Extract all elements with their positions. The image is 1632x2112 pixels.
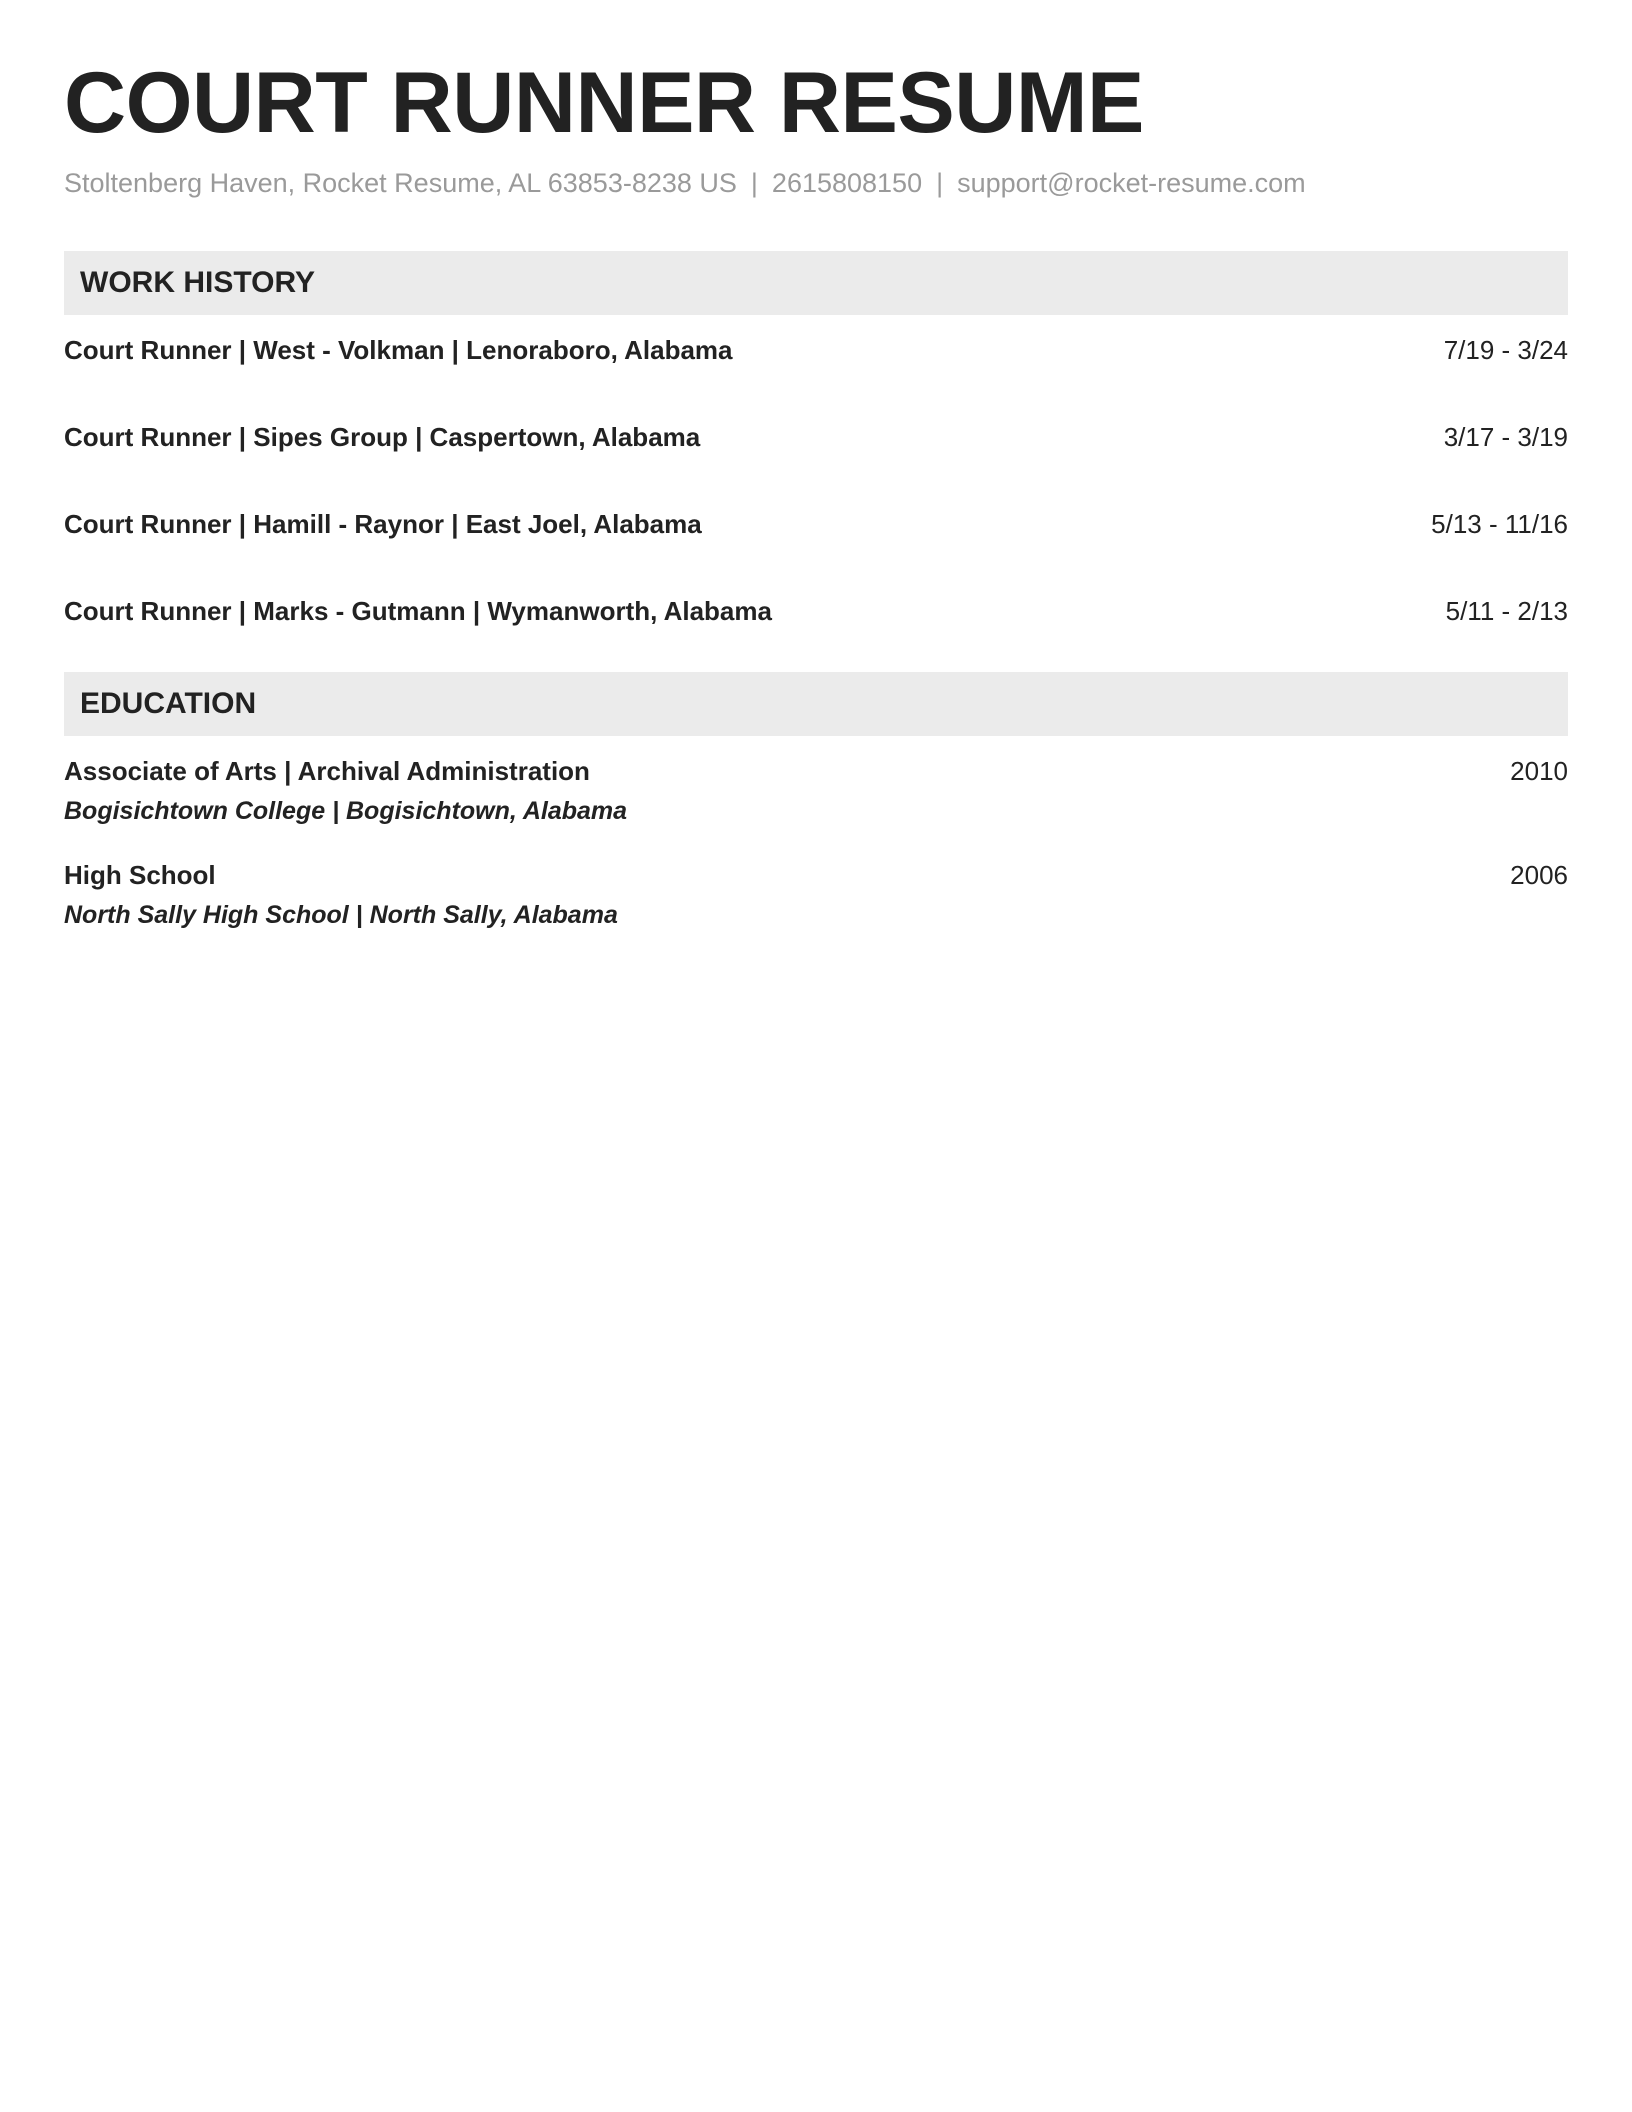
job-title: Court Runner | Marks - Gutmann | Wymanworth, Alabama — [64, 596, 772, 627]
job-entry — [64, 507, 1568, 541]
job-entry — [64, 594, 1568, 628]
education-degree: Associate of Arts | Archival Administration — [64, 756, 590, 787]
education-year: 2010 — [1510, 756, 1568, 787]
job-dates: 5/13 - 11/16 — [1431, 509, 1568, 540]
work-history-heading: WORK HISTORY — [64, 251, 1568, 315]
job-entry — [64, 333, 1568, 367]
education-heading: EDUCATION — [64, 672, 1568, 736]
contact-phone: 2615808150 — [771, 168, 923, 199]
education-school: North Sally High School | North Sally, Alabama — [64, 901, 618, 930]
job-dates: 3/17 - 3/19 — [1443, 422, 1568, 453]
education-entry-header — [64, 858, 1568, 892]
education-entry — [64, 858, 1568, 932]
contact-separator: | — [750, 168, 758, 199]
education-entry-header — [64, 754, 1568, 788]
education-list — [64, 754, 1568, 932]
contact-line — [64, 168, 1568, 199]
contact-address: Stoltenberg Haven, Rocket Resume, AL 63853-8238 US — [64, 168, 737, 199]
job-dates: 7/19 - 3/24 — [1443, 335, 1568, 366]
resume-title: COURT RUNNER RESUME — [64, 55, 1144, 151]
job-title: Court Runner | West - Volkman | Lenoraboro, Alabama — [64, 335, 733, 366]
job-dates: 5/11 - 2/13 — [1445, 596, 1568, 627]
work-history-list — [64, 333, 1568, 628]
education-degree: High School — [64, 860, 216, 891]
education-entry — [64, 754, 1568, 828]
contact-email: support@rocket-resume.com — [957, 168, 1306, 199]
job-title: Court Runner | Hamill - Raynor | East Joel, Alabama — [64, 509, 702, 540]
education-year: 2006 — [1510, 860, 1568, 891]
education-school: Bogisichtown College | Bogisichtown, Alabama — [64, 797, 628, 826]
job-entry — [64, 420, 1568, 454]
contact-separator: | — [936, 168, 944, 199]
job-title: Court Runner | Sipes Group | Caspertown, Alabama — [64, 422, 701, 453]
